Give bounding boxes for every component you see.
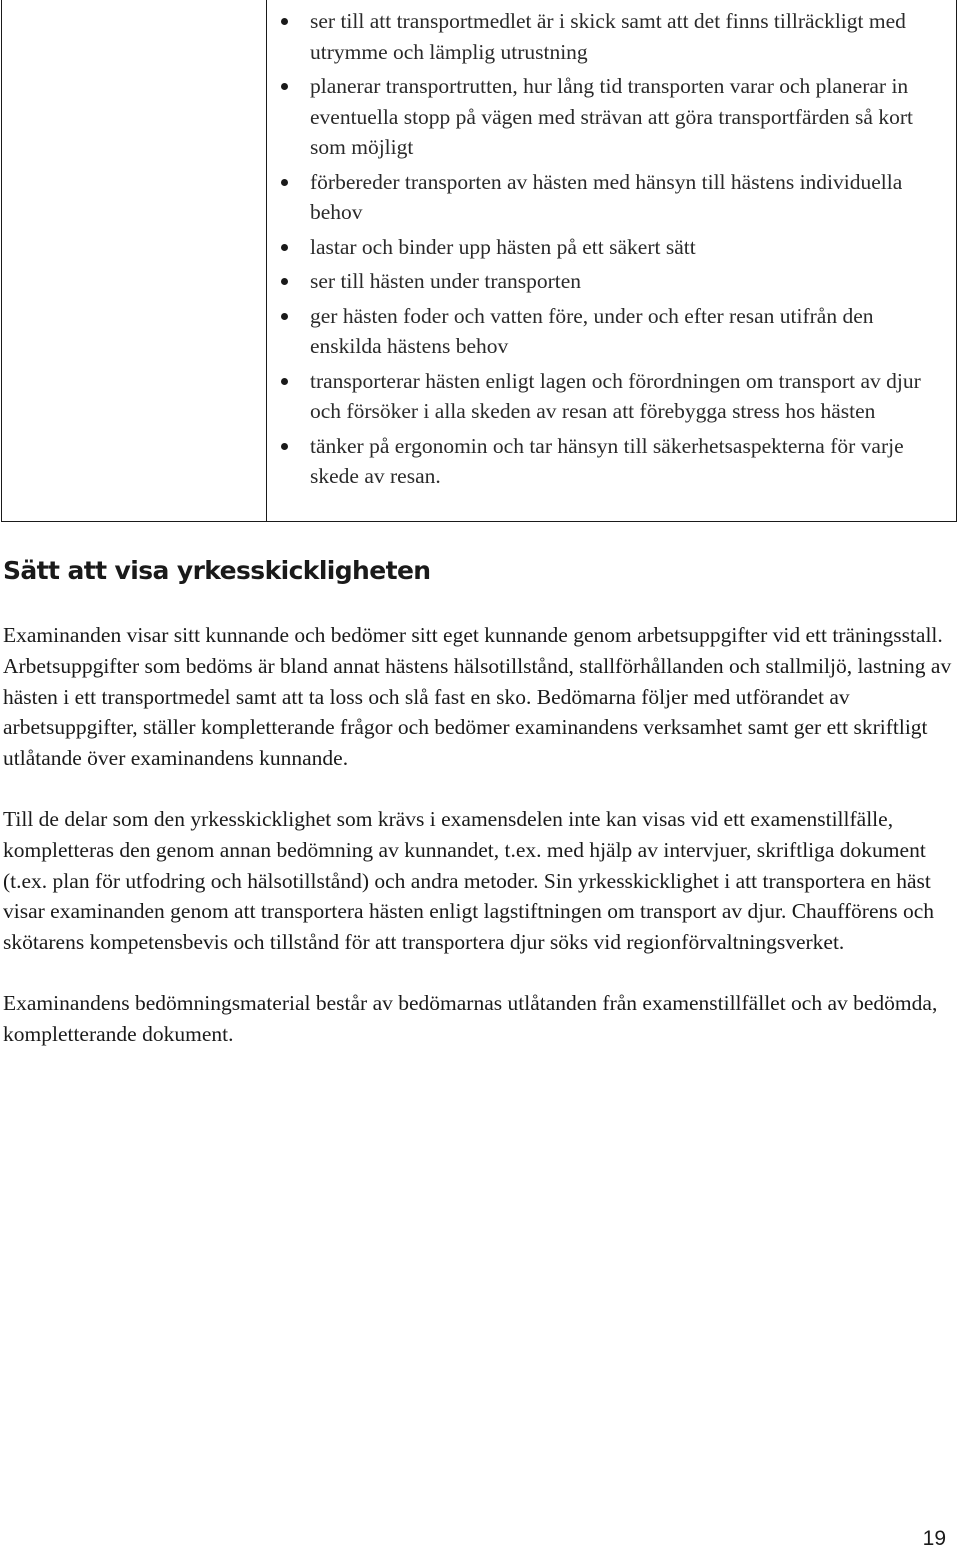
table-column-divider xyxy=(266,0,267,521)
criteria-item xyxy=(278,167,950,228)
criteria-item xyxy=(278,301,950,362)
criteria-item-text: planerar transportrutten, hur lång tid transporten varar och planerar in eventuella stopp på vägen med strävan att göra transportfärden så kort som möjligt xyxy=(310,74,913,159)
bullet-icon xyxy=(281,18,288,25)
criteria-item-text: transporterar hästen enligt lagen och förordningen om transport av djur och försöker i alla skeden av resan att förebygga stress hos hästen xyxy=(310,368,921,423)
bullet-icon xyxy=(281,313,288,320)
bullet-icon xyxy=(281,83,288,90)
section-heading: Sätt att visa yrkesskickligheten xyxy=(3,556,431,585)
criteria-item xyxy=(278,266,950,297)
bullet-icon xyxy=(281,443,288,450)
criteria-item xyxy=(278,71,950,163)
criteria-item-text: förbereder transporten av hästen med hänsyn till hästens individuella behov xyxy=(310,169,903,224)
bullet-icon xyxy=(281,179,288,186)
criteria-item xyxy=(278,6,950,67)
body-text xyxy=(3,620,953,1080)
page-number: 19 xyxy=(922,1527,946,1550)
criteria-item xyxy=(278,366,950,427)
criteria-list xyxy=(278,6,950,496)
criteria-item-text: lastar och binder upp hästen på ett säkert sätt xyxy=(310,234,696,259)
paragraph: Till de delar som den yrkesskicklighet som krävs i examensdelen inte kan visas vid ett examenstillfälle, kompletteras den genom annan bedömning av kunnandet, t.ex. med hjälp av intervjuer, skriftliga dokument (t.ex. plan för utfodring och hälsotillstånd) och andra metoder. Sin yrkesskicklighet i att transportera en häst visar examinanden genom att transportera hästen enligt lagstiftningen om transport av djur. Chaufförens och skötarens kompetensbevis och tillstånd för att transportera djur söks vid regionförvaltningsverket. xyxy=(3,806,935,955)
paragraph: Examinanden visar sitt kunnande och bedömer sitt eget kunnande genom arbetsuppgifter vid ett träningsstall. Arbetsuppgifter som bedöms är bland annat hästens hälsotillstånd, stallförhållanden och stallmiljö, lastning av hästen i ett transportmedel samt att ta loss och slå fast en sko. Bedömarna följer med utförandet av arbetsuppgifter, ställer kompletterande frågor och bedömer examinandens verksamhet samt ger ett skriftligt utlåtande över examinandens kunnande. xyxy=(3,623,952,771)
criteria-item xyxy=(278,431,950,492)
paragraph: Examinandens bedömningsmaterial består av bedömarnas utlåtanden från examenstillfället och av bedömda, kompletterande dokument. xyxy=(3,990,938,1046)
criteria-item-text: ser till att transportmedlet är i skick samt att det finns tillräckligt med utrymme och lämplig utrustning xyxy=(310,9,906,64)
criteria-item-text: tänker på ergonomin och tar hänsyn till säkerhetsaspekterna för varje skede av resan. xyxy=(310,433,904,488)
bullet-icon xyxy=(281,378,288,385)
bullet-icon xyxy=(281,278,288,285)
criteria-item-text: ger hästen foder och vatten före, under och efter resan utifrån den enskilda hästens behov xyxy=(310,303,874,358)
criteria-table xyxy=(1,0,957,522)
criteria-item-text: ser till hästen under transporten xyxy=(310,269,582,293)
criteria-item xyxy=(278,232,950,263)
bullet-icon xyxy=(281,244,288,251)
